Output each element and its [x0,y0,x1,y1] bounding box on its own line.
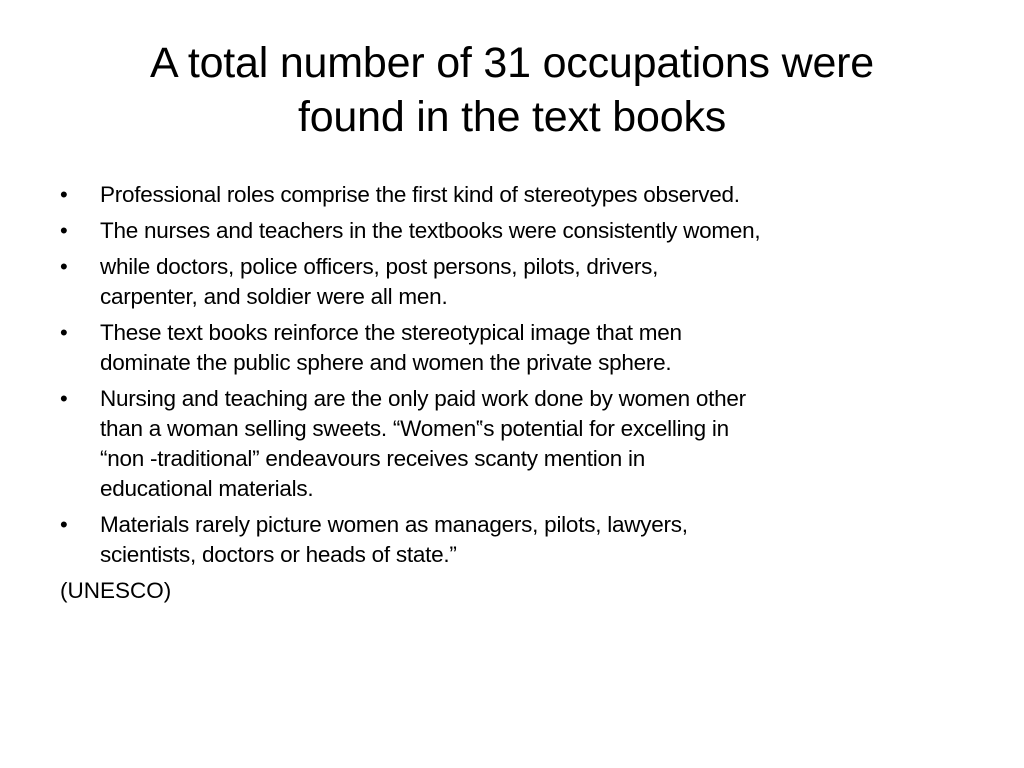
bullet-text-line: Materials rarely picture women as managers, pilots, lawyers, [100,512,688,537]
bullet-item [60,216,980,246]
bullet-text-line: than a woman selling sweets. “Women‟s potential for excelling in [100,416,729,441]
bullet-text-line: The nurses and teachers in the textbooks were consistently women, [100,218,761,243]
slide-body [60,180,980,606]
bullet-text-line: dominate the public sphere and women the private sphere. [100,350,672,375]
bullet-dot: • [60,254,68,279]
bullet-dot: • [60,386,68,411]
title-line: A total number of 31 occupations were [149,39,875,87]
bullet-text-line: “non -traditional” endeavours receives scanty mention in [100,446,646,471]
bullet-text-line: Nursing and teaching are the only paid work done by women other [100,386,746,411]
bullet-dot: • [60,320,68,345]
bullet-item [60,384,980,504]
title-line: found in the text books [297,93,727,141]
bullet-text-line: These text books reinforce the stereotypical image that men [100,320,682,345]
bullet-dot: • [60,182,68,207]
source-citation: (UNESCO) [60,578,172,603]
bullet-list [60,180,980,570]
bullet-item [60,510,980,570]
bullet-item [60,318,980,378]
slide-title [40,36,984,144]
bullet-dot: • [60,512,68,537]
bullet-text-line: educational materials. [100,476,314,501]
bullet-item [60,180,980,210]
bullet-text-line: Professional roles comprise the first kind of stereotypes observed. [100,182,740,207]
bullet-dot: • [60,218,68,243]
bullet-text-line: scientists, doctors or heads of state.” [100,542,457,567]
bullet-item [60,252,980,312]
bullet-text-line: while doctors, police officers, post persons, pilots, drivers, [100,254,659,279]
bullet-text-line: carpenter, and soldier were all men. [100,284,448,309]
